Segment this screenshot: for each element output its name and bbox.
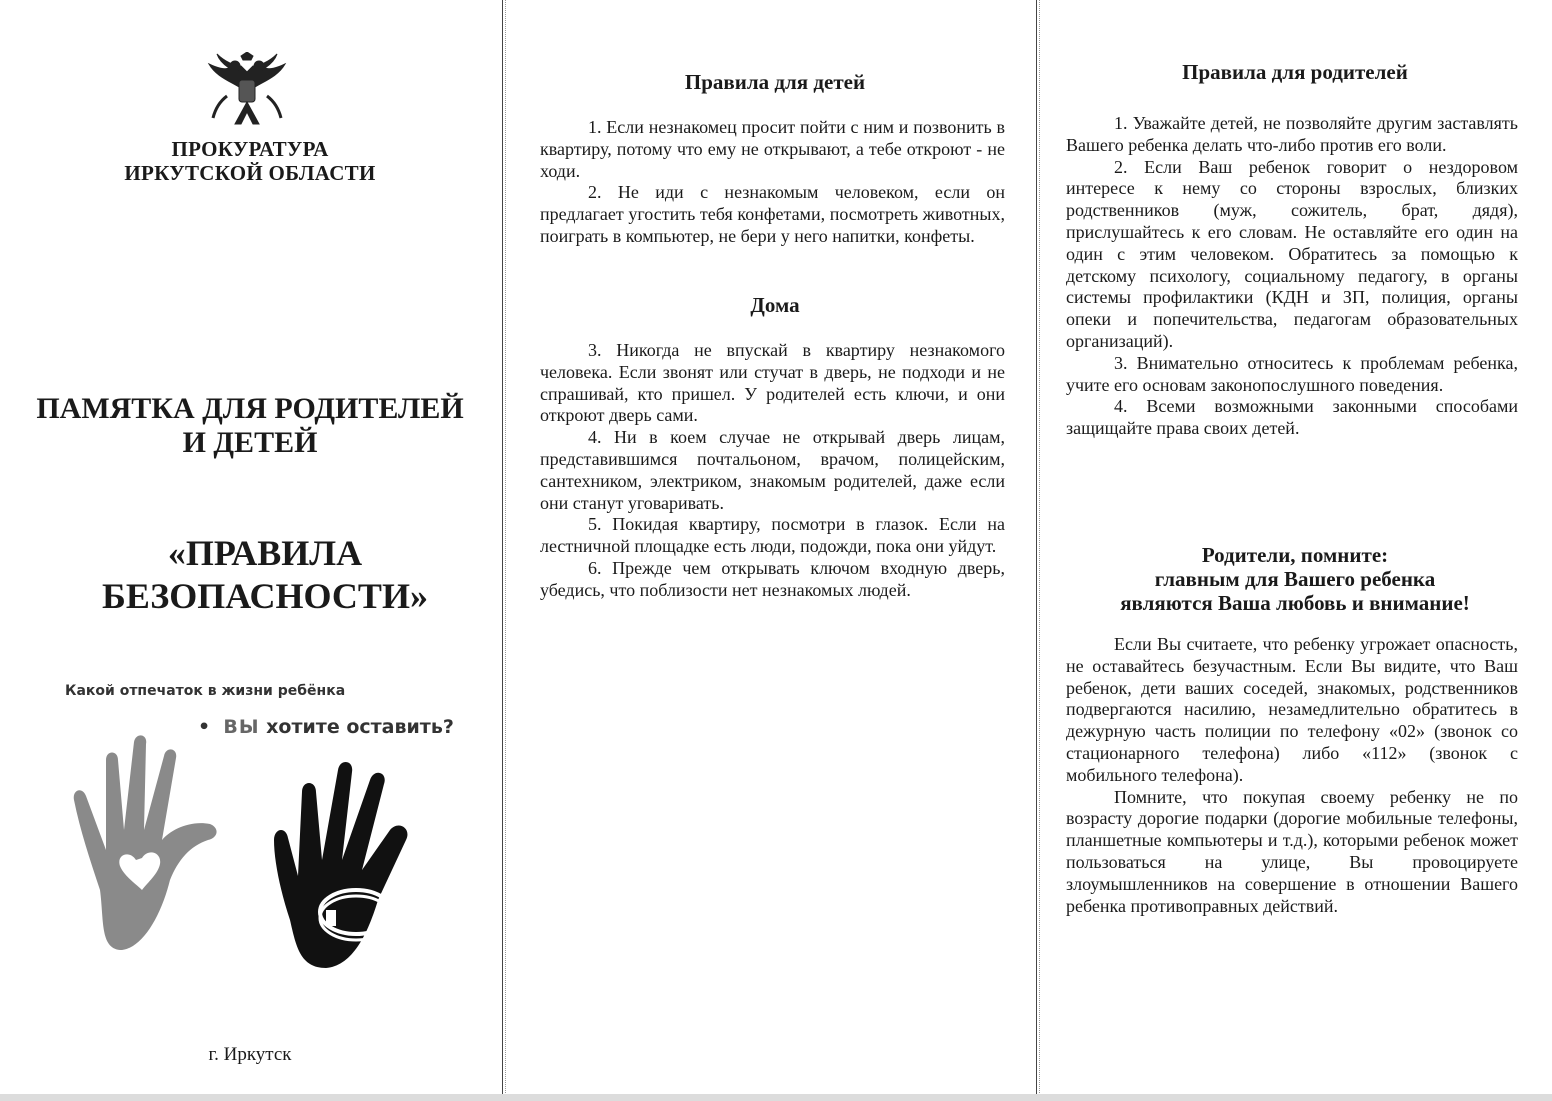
poster-question-tail: хотите оставить? <box>266 716 454 738</box>
rule-item: 5. Покидая квартиру, посмотри в глазок. Если на лестничной площадке есть люди, подожди, пока они уйдут. <box>540 514 1005 557</box>
handprints-illustration-icon <box>60 720 480 980</box>
home-rules-list <box>540 340 1005 602</box>
parents-advice <box>1066 634 1518 917</box>
double-headed-eagle-emblem-icon <box>205 52 289 132</box>
rule-item: 4. Всеми возможными законными способами защищайте права своих детей. <box>1066 396 1518 439</box>
city-label: г. Иркутск <box>208 1044 292 1065</box>
advice-paragraph: Помните, что покупая своему ребенку не по возрасту дорогие подарки (дорогие мобильные телефоны, планшетные компьютеры и т.д.), которыми ребенок может пользоваться на улице, Вы провоцируете злоумышленников на совершение в отношении Вашего ребенка противоправных действий. <box>1066 786 1518 916</box>
home-rules-heading: Дома <box>750 293 800 317</box>
poster-vy: ВЫ <box>223 716 260 738</box>
remember-line-3: являются Ваша любовь и внимание! <box>1120 591 1470 615</box>
rule-item: 2. Если Ваш ребенок говорит о нездоровом интересе к нему со стороны взрослых, близких родственников (муж, сожитель, брат, дядя), прислушайтесь к его словам. Не оставляйте его один на один с этим человеком. Обратитесь за помощью к детскому психологу, социальному педагогу, в органы системы профилактики (КДН и ЗП, полиция, органы опеки и попечительства, педагогам образовательных организаций). <box>1066 156 1518 351</box>
page-bottom-edge <box>0 1094 1552 1101</box>
poster-question-1: Какой отпечаток в жизни ребёнка <box>65 683 346 699</box>
parents-rules-list <box>1066 113 1518 440</box>
advice-paragraph: Если Вы считаете, что ребенку угрожает опасность, не оставайтесь безучастным. Если Вы видите, что Ваш ребенок, дети ваших соседей, знакомых, родственников подвергаются насилию, незамедлительно обратитесь в дежурную часть полиции по телефону «02» (звонок со стационарного телефона) либо «112» (звонок с мобильного телефона). <box>1066 634 1518 785</box>
rule-item: 3. Никогда не впускай в квартиру незнакомого человека. Если звонят или стучат в дверь, не подходи и не спрашивай, кто пришел. У родителей есть ключи, и они откроют дверь сами. <box>540 340 1005 426</box>
organization-name <box>50 137 450 185</box>
parents-remember-callout <box>1066 543 1524 615</box>
title-line-1: «ПРАВИЛА <box>167 533 363 573</box>
org-line-1: ПРОКУРАТУРА <box>171 137 329 161</box>
rule-item: 1. Уважайте детей, не позволяйте другим заставлять Вашего ребенка делать что-либо против его воли. <box>1066 113 1518 155</box>
children-rules-list <box>540 117 1005 248</box>
rule-item: 6. Прежде чем открывать ключом входную дверь, убедись, что поблизости нет незнакомых людей. <box>540 557 1005 600</box>
title-line-2: БЕЗОПАСНОСТИ» <box>102 576 428 616</box>
fold-line-right <box>1036 0 1037 1101</box>
memo-title <box>20 392 480 460</box>
rule-item: 1. Если незнакомец просит пойти с ним и позвонить в квартиру, потому что ему не открывают, а тебе откроют - не ходи. <box>540 117 1005 181</box>
org-line-2: ИРКУТСКОЙ ОБЛАСТИ <box>124 161 376 185</box>
remember-line-2: главным для Вашего ребенка <box>1154 567 1436 591</box>
children-rules-heading: Правила для детей <box>684 70 866 94</box>
rule-item: 2. Не иди с незнакомым человеком, если он предлагает угостить тебя конфетами, посмотреть животных, поиграть в компьютер, не бери у него напитки, конфеты. <box>540 182 1005 246</box>
parents-rules-heading: Правила для родителей <box>1182 60 1408 84</box>
remember-line-1: Родители, помните: <box>1201 543 1389 567</box>
poster-dot: • <box>198 716 224 738</box>
parents-rules-panel <box>1066 0 1524 1101</box>
memo-line-1: ПАМЯТКА ДЛЯ РОДИТЕЛЕЙ <box>36 392 464 425</box>
brochure-title <box>20 532 510 618</box>
rule-item: 3. Внимательно относитесь к проблемам ребенка, учите его основам законопослушного поведения. <box>1066 352 1518 395</box>
children-rules-panel <box>540 0 1010 1101</box>
memo-line-2: И ДЕТЕЙ <box>182 426 318 459</box>
rule-item: 4. Ни в коем случае не открывай дверь лицам, представившимся почтальоном, врачом, полицейским, сантехником, электриком, знакомым родителей, даже если они станут уговаривать. <box>540 427 1005 513</box>
cover-panel <box>0 0 500 1101</box>
